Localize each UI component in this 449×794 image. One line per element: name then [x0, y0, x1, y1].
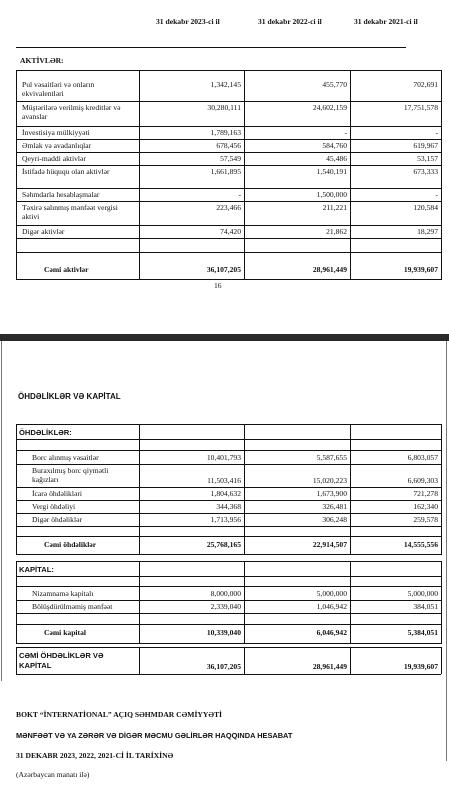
column-header-2021: 31 dekabr 2021-ci il — [354, 17, 418, 26]
company-name: BOKT “İNTERNATİONAL” AÇIQ SƏHMDAR CƏMİYYƏTİ — [16, 710, 222, 719]
assets-box-right — [441, 70, 442, 280]
liab-equity-title: ÖHDƏLİKLƏR VƏ KAPİTAL — [18, 392, 121, 401]
assets-section-title: AKTİVLƏR: — [20, 56, 64, 65]
capital-section-title: KAPİTAL: — [19, 565, 54, 574]
page-2-left-border — [1, 341, 2, 681]
page-number: 16 — [214, 281, 222, 290]
page-2-right-border — [446, 341, 447, 761]
column-header-2022: 31 dekabr 2022-ci il — [258, 17, 322, 26]
liabilities-section-title: ÖHDƏLİKLƏR: — [19, 428, 72, 437]
report-title: MƏNFƏƏT VƏ YA ZƏRƏR VƏ DİGƏR MƏCMU GƏLİRLƏR HAQQINDA HESABAT — [16, 731, 293, 740]
currency-note: (Azərbaycan manatı ilə) — [16, 770, 90, 779]
assets-box-bottom — [16, 279, 441, 280]
header-rule — [16, 47, 406, 48]
page-break-bar — [0, 334, 449, 341]
column-header-2023: 31 dekabr 2023-ci il — [156, 17, 220, 26]
report-date-line: 31 DEKABR 2023, 2022, 2021-Cİ İL TARİXİNƏ — [16, 751, 174, 760]
assets-box-top — [16, 70, 441, 71]
